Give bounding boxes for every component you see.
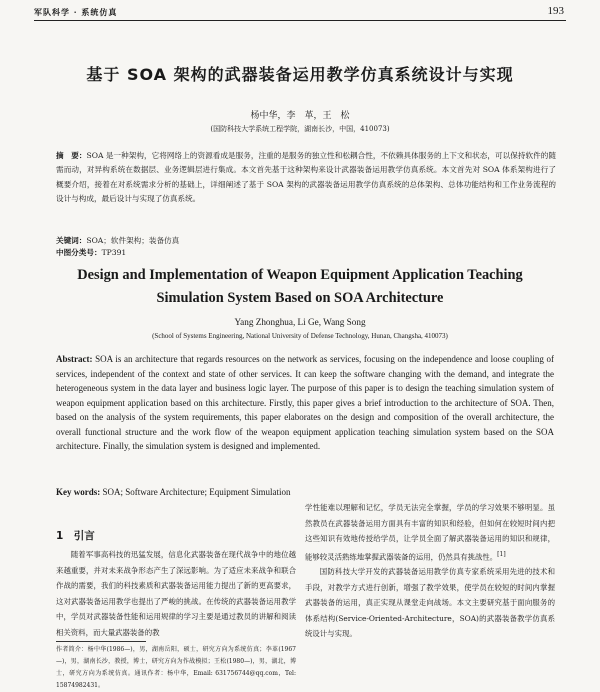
section-heading-introduction: 1 引言 — [56, 530, 95, 542]
english-abstract-label: Abstract: — [56, 354, 93, 364]
intro-continued-text: 学性能难以理解和记忆，学员无法完全掌握，学员的学习效果不够明显。虽然教员在武器装备运用方面具有丰富的知识和经验，但如何在较短时间内把这些知识有效地传授给学员，让学员全面了解武器装备运用的知识和规律，能够较灵活熟练地掌握武器装备的运用，仍然具有挑战性。 — [305, 503, 555, 561]
chinese-title: 基于 SOA 架构的武器装备运用教学仿真系统设计与实现 — [86, 65, 514, 84]
classification-text: TP391 — [101, 248, 127, 257]
left-column-body — [56, 547, 296, 643]
english-authors: Yang Zhonghua, Li Ge, Wang Song — [234, 317, 366, 327]
english-abstract — [56, 352, 554, 454]
english-keywords-text: SOA; Software Architecture; Equipment Simulation — [102, 487, 291, 497]
chinese-keywords-text: SOA；软件架构；装备仿真 — [86, 236, 180, 245]
english-abstract-text: SOA is an architecture that regards resources on the network as services, focusing on the independence and loose coupling of services, independent of the context and state of other services. It can keep the software changing with the demand, and integrate the heterogeneous system in the data layer and business logic layer. The purpose of this paper is to design the teaching simulation system of weapon equipment application based on this architecture. Firstly, this paper gives a brief introduction to the architecture of SOA. Then, based on the analysis of the system requirements, this paper elaborates on the design and composition of the overall architecture, the overall functional structure and the work flow of the weapon equipment application teaching simulation system based on the SOA architecture. Finally, the simulation system is designed and implemented. — [56, 354, 554, 451]
english-title-line-2: Simulation System Based on SOA Architecture — [156, 290, 444, 306]
chinese-abstract-text: SOA 是一种架构，它将网络上的资源看成是服务，注重的是服务的独立性和松耦合性，不依赖具体服务的上下文和状态，可以保持软件的随需而动，对异构系统在数据层、业务逻辑层进行集成。本文首先基于这种架构来设计武器装备运用教学仿真系统。本文首先对 SOA 体系架构进行了概要介绍，接着在对系统需求分析的基础上，详细阐述了基于 SOA 架构的武器装备运用教学仿真系统的总体架构、总体功能结构和工作业务流程的设计与构成，最后设计与实现了仿真系统。 — [56, 151, 556, 203]
chinese-abstract — [56, 149, 556, 234]
english-keywords-label: Key words: — [56, 487, 101, 497]
english-affiliation: (School of Systems Engineering, National University of Defense Technology, Hunan, Changsha, 410073) — [152, 332, 448, 340]
chinese-authors: 杨中华，李 革，王 松 — [250, 111, 350, 121]
english-title-line-1: Design and Implementation of Weapon Equipment Application Teaching — [77, 267, 523, 283]
intro-paragraph-2: 国防科技大学开发的武器装备运用教学仿真专家系统采用先进的技术和手段，对教学方式进行创新，增强了教学效果，使学员在较短的时间内掌握武器装备的运用，真正实现从课堂走向战场。本文主要研究基于面向服务的体系结构(Service-Oriented-Architecture，SOA)的武器装备教学仿真系统设计与实现。 — [305, 567, 555, 639]
intro-paragraph-continued — [305, 500, 555, 564]
chinese-affiliation: (国防科技大学系统工程学院，湖南长沙，中国，410073) — [210, 125, 390, 133]
reference-marker: [1] — [497, 550, 506, 558]
footnote-rule — [56, 641, 146, 642]
classification-number — [56, 247, 556, 259]
chinese-abstract-label: 摘 要： — [56, 151, 87, 160]
classification-label: 中图分类号： — [56, 248, 102, 257]
english-title — [30, 264, 570, 310]
running-header — [34, 6, 566, 21]
page-number: 193 — [547, 5, 564, 17]
chinese-keywords-label: 关键词： — [56, 236, 87, 245]
right-column-body — [305, 500, 555, 685]
english-keywords — [56, 486, 554, 498]
author-footnote: 作者简介：杨中华(1986—)，男，湖南岳阳，硕士，研究方向为系统仿真；李革(1967—)，男，湖南长沙，教授，博士，研究方向为作战模拟；王松(1980—)，男，湖北，博士，研究方向为系统仿真。通讯作者：杨中华，Email: 631756744@qq.com，Tel: 15874982431。 — [56, 646, 296, 689]
intro-paragraph-1: 随着军事高科技的迅猛发展，信息化武器装备在现代战争中的地位越来越重要，并对未来战争形态产生了深远影响。为了适应未来战争和联合作战的需要，我们的科技素质和武器装备运用能力提出了新的更高要求，这对武器装备运用教学也提出了严峻的挑战。在传统的武器装备运用教学中，学员对武器装备性能和运用规律的学习主要是通过教员的讲解和阅读相关资料，而大量武器装备的教 — [56, 550, 296, 637]
journal-name: 军队科学 · 系统仿真 — [34, 7, 118, 17]
chinese-keywords — [56, 235, 556, 247]
